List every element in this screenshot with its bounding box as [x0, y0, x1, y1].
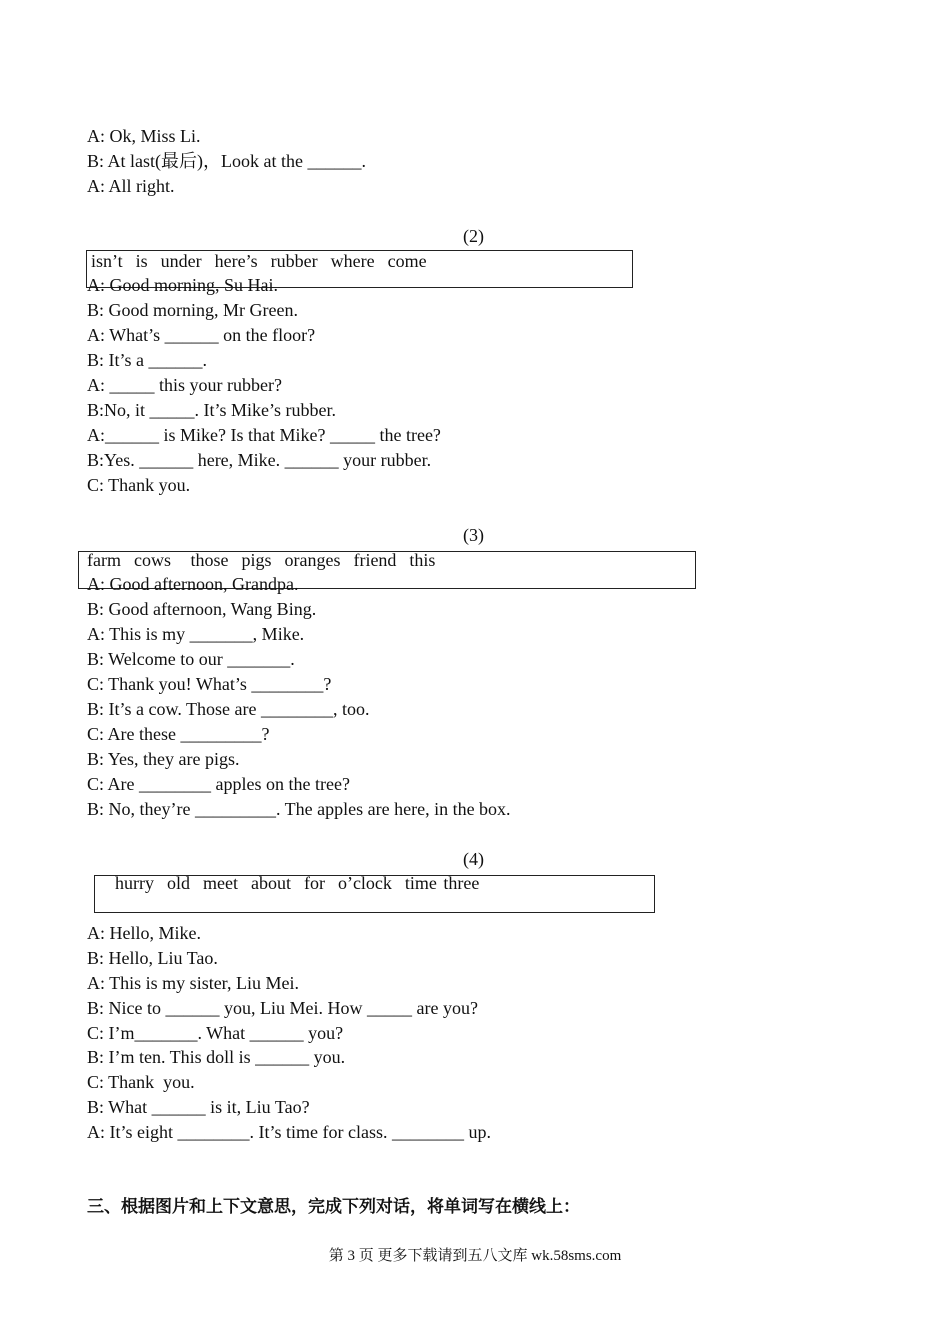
- word-bank-2: isn’t is under here’s rubber where come: [91, 251, 427, 271]
- dialogue-line: C: Thank you! What’s ________?: [87, 674, 332, 694]
- dialogue-line: B: It’s a ______.: [87, 350, 207, 370]
- dialogue-line: B: At last(最后)，Look at the ______.: [87, 151, 366, 171]
- dialogue-line: B: Nice to ______ you, Liu Mei. How _____ are you?: [87, 998, 478, 1018]
- dialogue-line: A: This is my sister, Liu Mei.: [87, 973, 299, 993]
- word-bank-4: hurry old meet about for o’clock time three: [115, 873, 480, 893]
- dialogue-line: A: Hello, Mike.: [87, 923, 201, 943]
- page-footer: 第 3 页 更多下载请到五八文库 wk.58sms.com: [328, 1248, 622, 1264]
- dialogue-line: B:No, it _____. It’s Mike’s rubber.: [87, 400, 336, 420]
- section-number-2: (2): [463, 226, 484, 246]
- dialogue-line: B: Hello, Liu Tao.: [87, 948, 218, 968]
- dialogue-line: B: No, they’re _________. The apples are here, in the box.: [87, 799, 511, 819]
- dialogue-line: B: Good morning, Mr Green.: [87, 300, 298, 320]
- dialogue-line: C: Thank you.: [87, 475, 191, 495]
- dialogue-line: C: Are these _________?: [87, 724, 270, 744]
- dialogue-line: B: What ______ is it, Liu Tao?: [87, 1097, 310, 1117]
- dialogue-line: B: Welcome to our _______.: [87, 649, 295, 669]
- dialogue-line: A: _____ this your rubber?: [87, 375, 282, 395]
- word-bank-3: farm cows those pigs oranges friend this: [87, 550, 436, 570]
- dialogue-line: B: It’s a cow. Those are ________, too.: [87, 699, 370, 719]
- dialogue-line: A: All right.: [87, 176, 175, 196]
- dialogue-line: C: Thank you.: [87, 1072, 195, 1092]
- dialogue-line: C: Are ________ apples on the tree?: [87, 774, 350, 794]
- dialogue-line: A: Good morning, Su Hai.: [87, 275, 278, 295]
- dialogue-line: A: Good afternoon, Grandpa.: [87, 574, 299, 594]
- dialogue-line: A:______ is Mike? Is that Mike? _____ the tree?: [87, 425, 441, 445]
- section-number-3: (3): [463, 525, 484, 545]
- dialogue-line: C: I’m_______. What ______ you?: [87, 1023, 344, 1043]
- dialogue-line: A: It’s eight ________. It’s time for class. ________ up.: [87, 1122, 491, 1142]
- dialogue-line: B: Yes, they are pigs.: [87, 749, 240, 769]
- section-heading: 三、根据图片和上下文意思，完成下列对话，将单词写在横线上：: [87, 1197, 580, 1217]
- dialogue-line: B:Yes. ______ here, Mike. ______ your rubber.: [87, 450, 432, 470]
- dialogue-line: A: What’s ______ on the floor?: [87, 325, 316, 345]
- dialogue-line: B: Good afternoon, Wang Bing.: [87, 599, 317, 619]
- dialogue-line: A: This is my _______, Mike.: [87, 624, 305, 644]
- section-number-4: (4): [463, 849, 484, 869]
- dialogue-line: A: Ok, Miss Li.: [87, 126, 201, 146]
- dialogue-line: B: I’m ten. This doll is ______ you.: [87, 1047, 346, 1067]
